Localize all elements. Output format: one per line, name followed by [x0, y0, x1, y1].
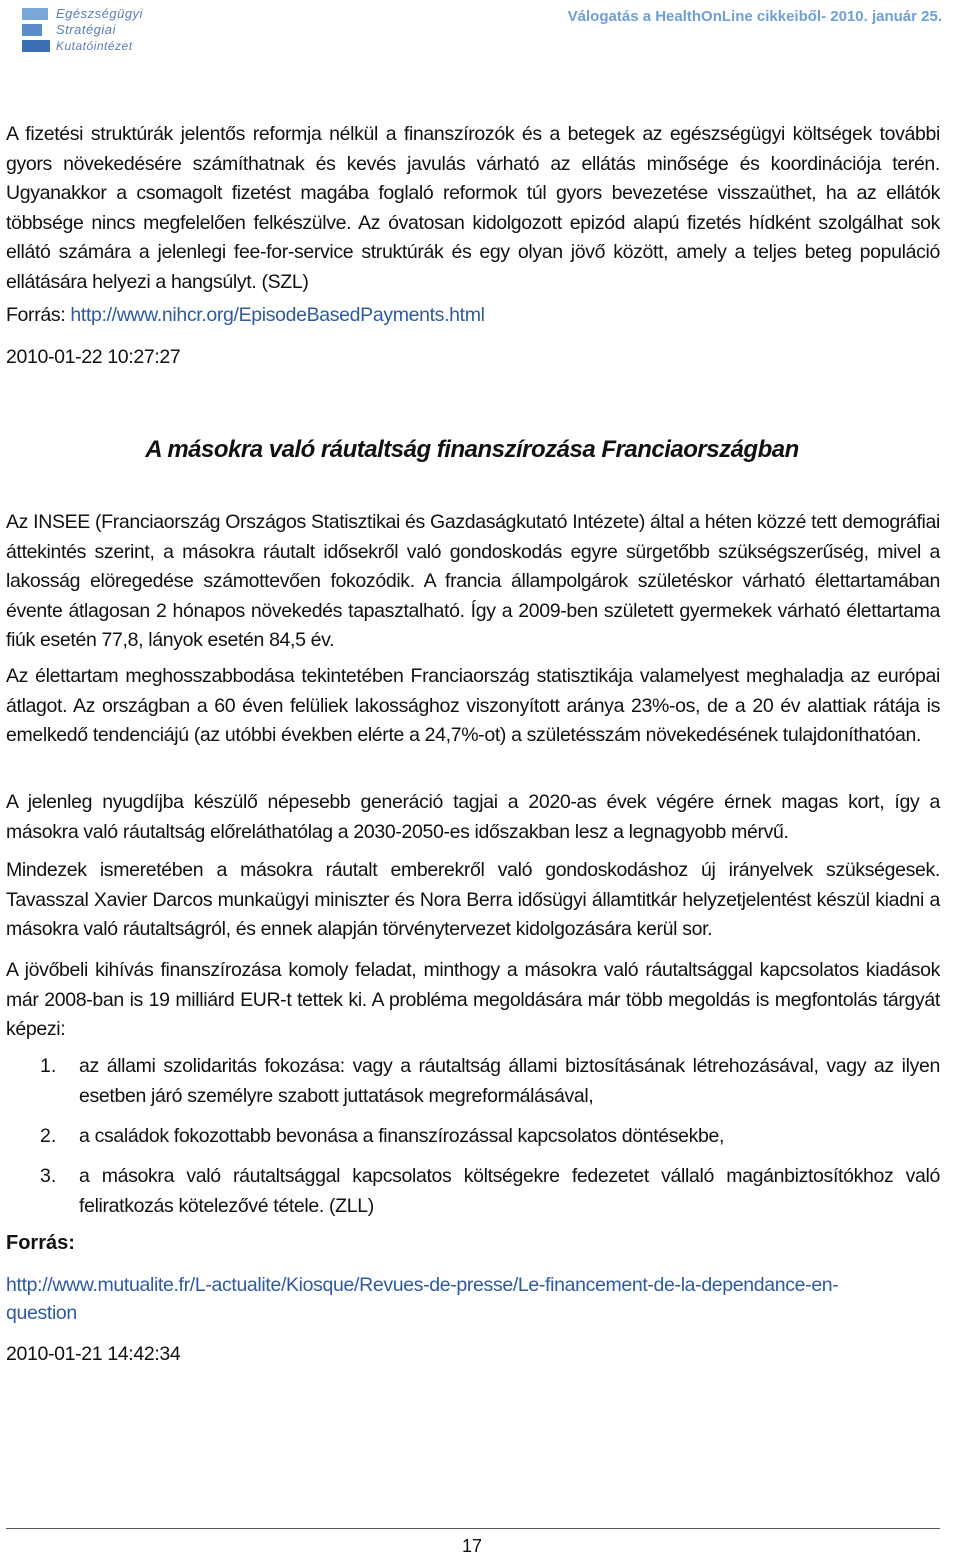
article-timestamp: 2010-01-21 14:42:34: [6, 1343, 181, 1365]
prev-source-link[interactable]: http://www.nihcr.org/EpisodeBasedPayments.html: [70, 304, 485, 326]
article-paragraph-3: A jelenleg nyugdíjba készülő népesebb generáció tagjai a 2020-as évek végére érnek magas kort, így a másokra való ráutaltság előreláthatólag a 2030-2050-es időszakban lesz a legnagyobb mérvű.: [6, 791, 940, 843]
article-paragraph-1: Az INSEE (Franciaország Országos Statisztikai és Gazdaságkutató Intézete) által a héten közzé tett demográfiai áttekintés szerint, a másokra ráutalt idősekről való gondoskodás egyre sürgetőbb szükségszerűség, mivel a lakosság elöregedése számottevően fokozódik. A francia állampolgárok születéskor várható élettartamában évente átlagosan 2 hónapos növekedés tapasztalható. Így a 2009-ben született gyermekek várható élettartama fiúk esetén 77,8, lányok esetén 84,5 év.: [6, 511, 940, 651]
article-source-link[interactable]: http://www.mutualite.fr/L-actualite/Kiosque/Revues-de-presse/Le-financement-de-la-dependance-en-: [6, 1274, 839, 1296]
header-title: [568, 8, 942, 25]
list-item-text: a másokra való ráutaltsággal kapcsolatos költségekre fedezetet vállaló magánbiztosítókhoz való feliratkozás kötelezővé tétele. (ZLL): [79, 1165, 940, 1217]
list-item-number: 3.: [40, 1165, 57, 1187]
list-item-text: az állami szolidaritás fokozása: vagy a ráutaltság állami biztosításának létrehozásával, vagy az ilyen esetben járó személyre szabott juttatások megreformálásával,: [79, 1055, 940, 1107]
article-paragraph-2: Az élettartam meghosszabbodása tekintetében Franciaország statisztikája valamelyest meghaladja az európai átlagot. Az országban a 60 éven felüliek lakossághoz viszonyított aránya 23%-os, de a 20 év alattiak rátája is emelkedő tendenciájú (az utóbbi években elérte a 24,7%-ot) a születésszám növekedésének tulajdoníthatóan.: [6, 665, 940, 746]
logo-line-2: Stratégiai: [56, 22, 116, 37]
institute-logo: [22, 6, 142, 64]
prev-article-paragraph: A fizetési struktúrák jelentős reformja nélkül a finanszírozók és a betegek az egészségügyi költségek további gyors növekedésére számíthatnak és kevés javulás várható az ellátás minősége és koordinációja terén. Ugyanakkor a csomagolt fizetést magába foglaló reformok túl gyors bevezetése visszaüthet, ha az ellátók többsége nincs megfelelően felkészülve. Az óvatosan kidolgozott epizód alapú fizetés hídként szolgálhat sok ellátó számára a jelenlegi fee-for-service struktúrák és egy olyan jövő között, amely a teljes beteg populáció ellátására helyezi a hangsúlyt. (SZL): [6, 123, 940, 293]
prev-article-source: [6, 304, 485, 327]
list-item-text: a családok fokozottabb bevonása a finanszírozással kapcsolatos döntésekbe,: [79, 1125, 725, 1147]
logo-line-1: Egészségügyi: [56, 6, 143, 21]
list-item-number: 1.: [40, 1055, 57, 1077]
list-item-number: 2.: [40, 1125, 57, 1147]
prev-article-timestamp: 2010-01-22 10:27:27: [6, 346, 181, 368]
logo-bar-icon: [22, 40, 50, 52]
article-paragraph-5: A jövőbeli kihívás finanszírozása komoly feladat, minthogy a másokra való ráutaltsággal kapcsolatos kiadások már 2008-ban is 19 milliárd EUR-t tettek ki. A probléma megoldására már több megoldás is megfontolás tárgyát képezi:: [6, 959, 940, 1040]
article-title: A másokra való ráutaltság finanszírozása Franciaországban: [145, 436, 799, 463]
article-source-link-cont[interactable]: question: [6, 1302, 77, 1324]
logo-bar-icon: [22, 24, 42, 36]
article-paragraph-4: Mindezek ismeretében a másokra ráutalt emberekről való gondoskodáshoz új irányelvek szükségesek. Tavasszal Xavier Darcos munkaügyi miniszter és Nora Berra idősügyi államtitkár helyzetjelentést készül kiadni a másokra való ráutaltságról, és ennek alapján törvénytervezet kidolgozására kerül sor.: [6, 859, 940, 940]
header-title-date: 2010. január 25.: [830, 8, 942, 25]
header-title-prefix: Válogatás a HealthOnLine cikkeiből-: [567, 8, 831, 25]
article-source-label: Forrás:: [6, 1232, 75, 1254]
page-number: 17: [461, 1536, 483, 1556]
logo-line-3: Kutatóintézet: [56, 39, 133, 53]
footer-divider: [6, 1528, 940, 1529]
logo-bar-icon: [22, 8, 48, 20]
prev-source-label: Forrás:: [6, 304, 71, 326]
page-header: [0, 0, 960, 70]
